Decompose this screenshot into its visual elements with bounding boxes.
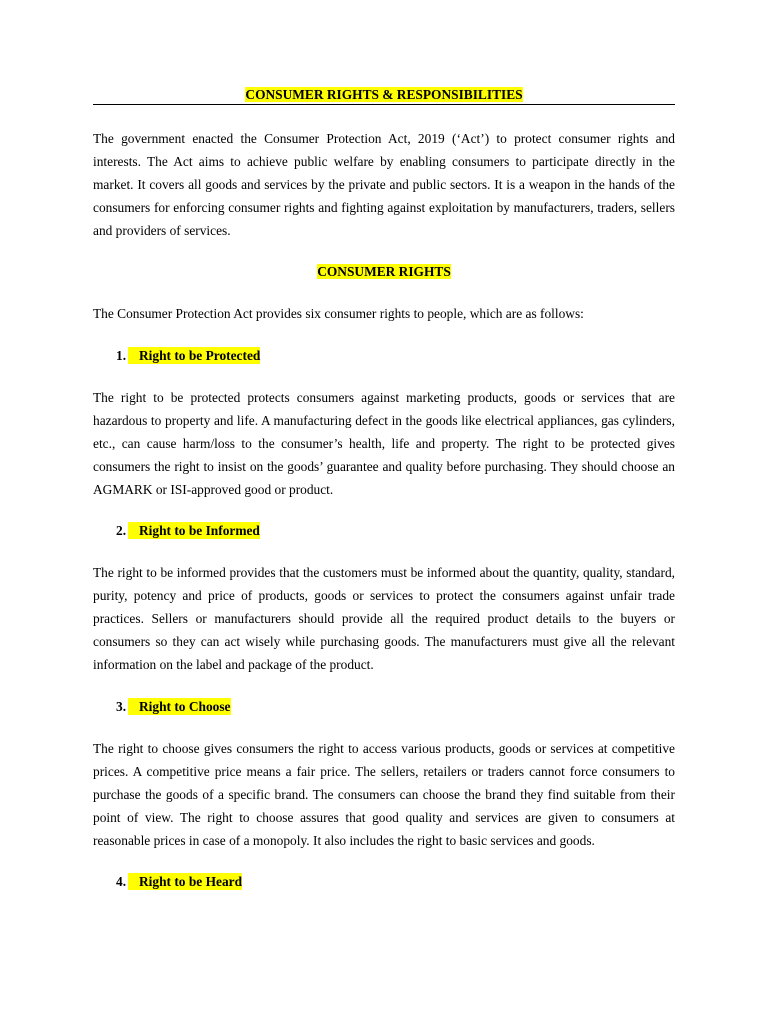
list-number: 4. <box>116 873 127 889</box>
right-text-informed: The right to be informed provides that the customers must be informed about the quantity, quality, standard, purity, potency and price of products, goods or services to protect the consumers against unfair trade practices. Sellers or manufacturers should provide all the required product details to the buyers or consumers so they can act wisely while purchasing goods. The manufacturers must give all the relevant information on the label and package of the product. <box>93 565 675 673</box>
right-heading-heard <box>93 873 675 890</box>
right-label: Right to Choose <box>128 698 231 715</box>
list-number: 2. <box>116 523 127 539</box>
list-number: 3. <box>116 698 127 714</box>
document-title <box>93 86 675 105</box>
right-text-choose: The right to choose gives consumers the right to access various products, goods or services at competitive prices. A competitive price means a fair price. The sellers, retailers or traders cannot force consumers to purchase the goods of a specific brand. The consumers can choose the brand they find suitable from their point of view. The right to choose assures that good quality and services are given to consumers at reasonable prices in case of a monopoly. It also includes the right to basic services and goods. <box>93 740 675 848</box>
right-label: Right to be Informed <box>128 522 260 539</box>
section-heading <box>93 263 675 280</box>
right-label: Right to be Protected <box>128 347 260 364</box>
document-page <box>93 86 675 912</box>
right-heading-informed <box>93 522 675 539</box>
intro-paragraph: The government enacted the Consumer Protection Act, 2019 (‘Act’) to protect consumer rights and interests. The Act aims to achieve public welfare by enabling consumers to participate directly in the market. It covers all goods and services by the private and public sectors. It is a weapon in the hands of the consumers for enforcing consumer rights and fighting against exploitation by manufacturers, traders, sellers and providers of services. <box>93 131 675 239</box>
right-text-protected: The right to be protected protects consumers against marketing products, goods or services that are hazardous to property and life. A manufacturing defect in the goods like electrical appliances, gas cylinders, etc., can cause harm/loss to the consumer’s health, life and property. The right to be protected gives consumers the right to insist on the goods’ guarantee and quality before purchasing. They should choose an AGMARK or ISI-approved good or product. <box>93 389 675 497</box>
right-heading-protected <box>93 347 675 364</box>
right-heading-choose <box>93 698 675 715</box>
document-title-text: CONSUMER RIGHTS & RESPONSIBILITIES <box>245 87 523 102</box>
list-number: 1. <box>116 347 127 363</box>
right-label: Right to be Heard <box>128 873 242 890</box>
section-heading-text: CONSUMER RIGHTS <box>317 264 451 280</box>
section-intro: The Consumer Protection Act provides six consumer rights to people, which are as follows: <box>93 306 584 322</box>
